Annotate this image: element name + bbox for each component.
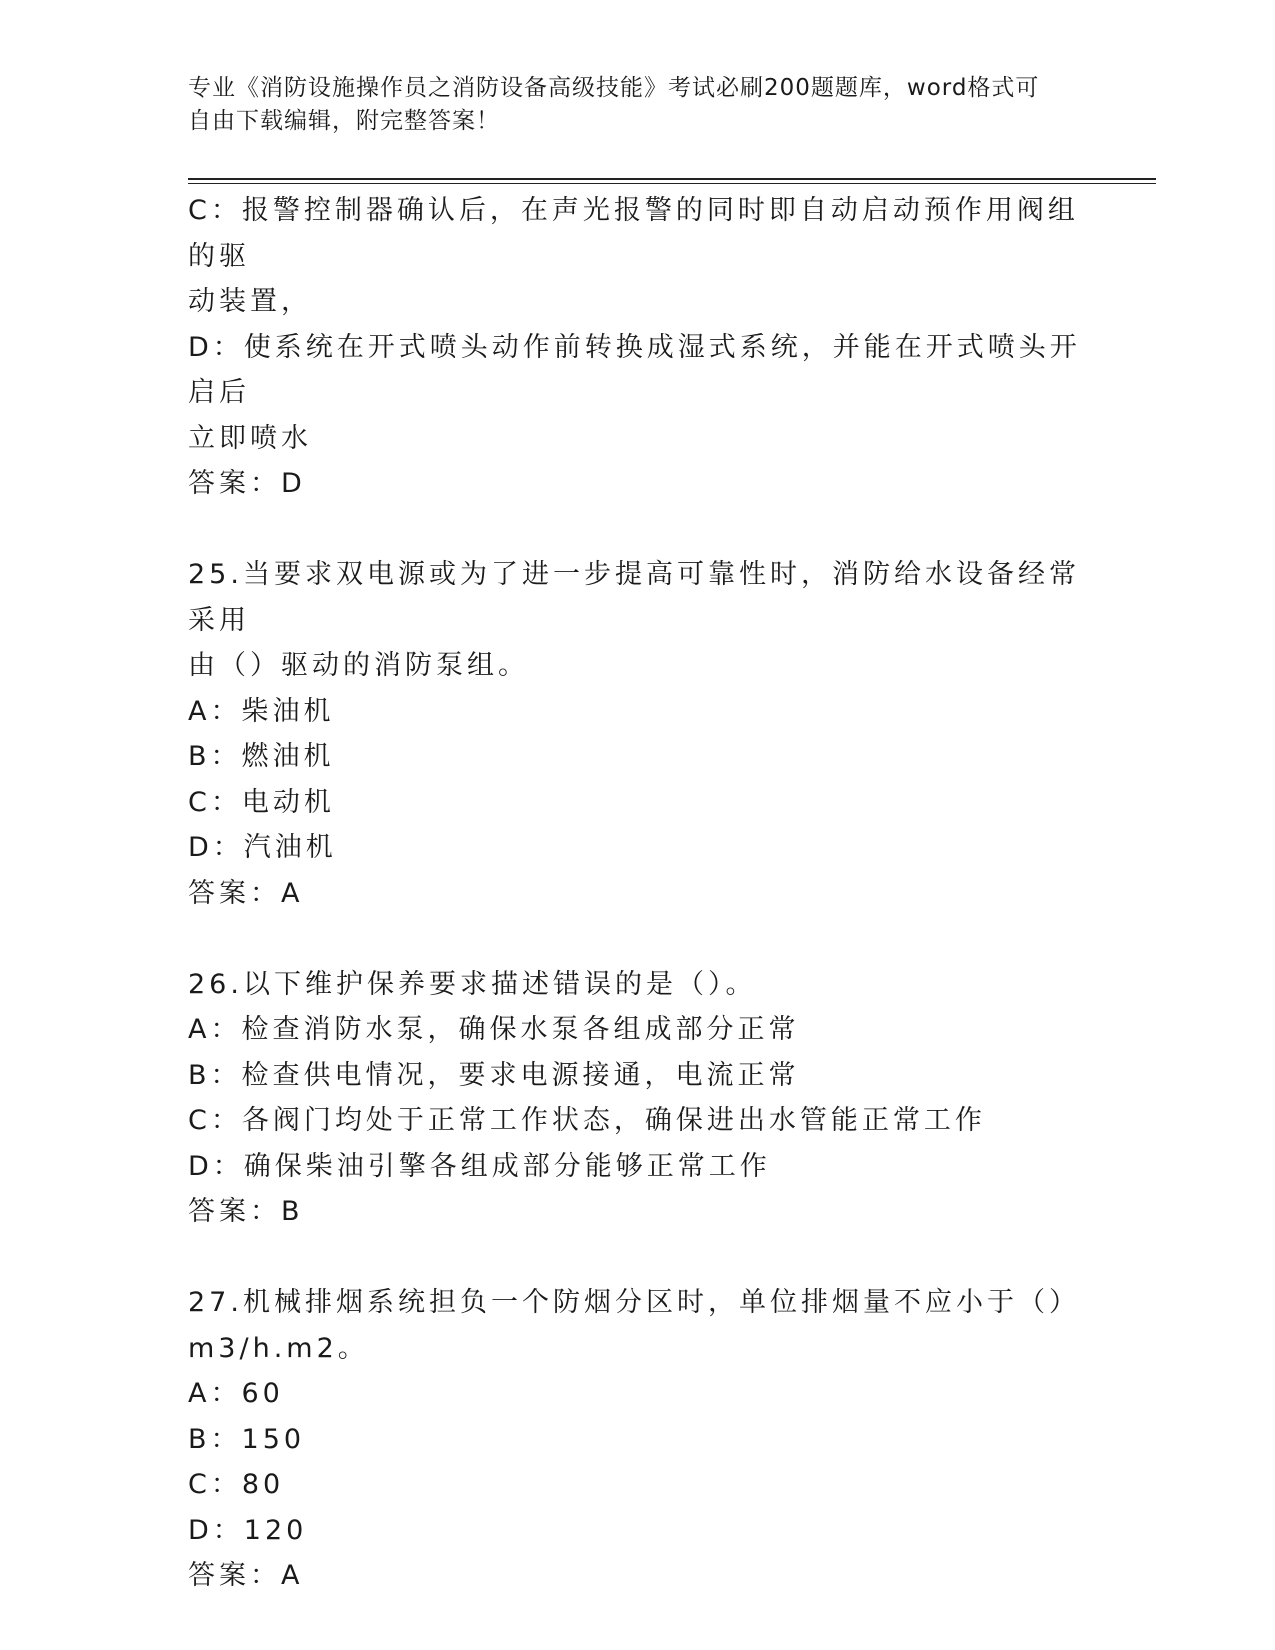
question-stem: 25.当要求双电源或为了进一步提高可靠性时，消防给水设备经常采用 xyxy=(188,559,1080,636)
option-a: A：柴油机 xyxy=(188,695,335,727)
question-stem: 26.以下维护保养要求描述错误的是（）。 xyxy=(188,968,757,1000)
answer: 答案：A xyxy=(188,877,304,909)
option-a: A：60 xyxy=(188,1378,284,1409)
question-25 xyxy=(188,552,1088,916)
option-d-continued: 立即喷水 xyxy=(188,422,312,454)
option-c: C：80 xyxy=(188,1469,285,1500)
header-line-1: 专业《消防设施操作员之消防设备高级技能》考试必刷200题题库，word格式可 xyxy=(188,75,1040,101)
document-body xyxy=(188,188,1088,1599)
answer: 答案：A xyxy=(188,1560,304,1591)
question-stem: 27.机械排烟系统担负一个防烟分区时，单位排烟量不应小于（） xyxy=(188,1287,1080,1318)
option-c: C：各阀门均处于正常工作状态，确保进出水管能正常工作 xyxy=(188,1105,986,1136)
header-line-2: 自由下载编辑，附完整答案！ xyxy=(188,108,500,134)
option-d: D：确保柴油引擎各组成部分能够正常工作 xyxy=(188,1150,771,1182)
question-27 xyxy=(188,1280,1088,1599)
answer: 答案：D xyxy=(188,468,306,499)
question-stem-continued: m3/h.m2。 xyxy=(188,1332,369,1364)
option-d: D：汽油机 xyxy=(188,832,337,863)
header-divider xyxy=(188,178,1156,184)
option-d: D：120 xyxy=(188,1514,308,1546)
document-header xyxy=(188,72,1068,138)
question-stem-continued: 由（）驱动的消防泵组。 xyxy=(188,650,529,681)
option-b: B：150 xyxy=(188,1423,306,1455)
option-d: D：使系统在开式喷头动作前转换成湿式系统，并能在开式喷头开启后 xyxy=(188,331,1081,408)
option-c: C：电动机 xyxy=(188,786,335,818)
question-26 xyxy=(188,962,1088,1235)
option-a: A：检查消防水泵，确保水泵各组成部分正常 xyxy=(188,1014,800,1045)
option-c: C：报警控制器确认后，在声光报警的同时即自动启动预作用阀组的驱 xyxy=(188,195,1079,272)
option-b: B：检查供电情况，要求电源接通，电流正常 xyxy=(188,1059,800,1091)
option-c-continued: 动装置， xyxy=(188,286,312,317)
answer: 答案：B xyxy=(188,1196,304,1227)
prev-question-tail xyxy=(188,188,1088,507)
option-b: B：燃油机 xyxy=(188,741,335,772)
